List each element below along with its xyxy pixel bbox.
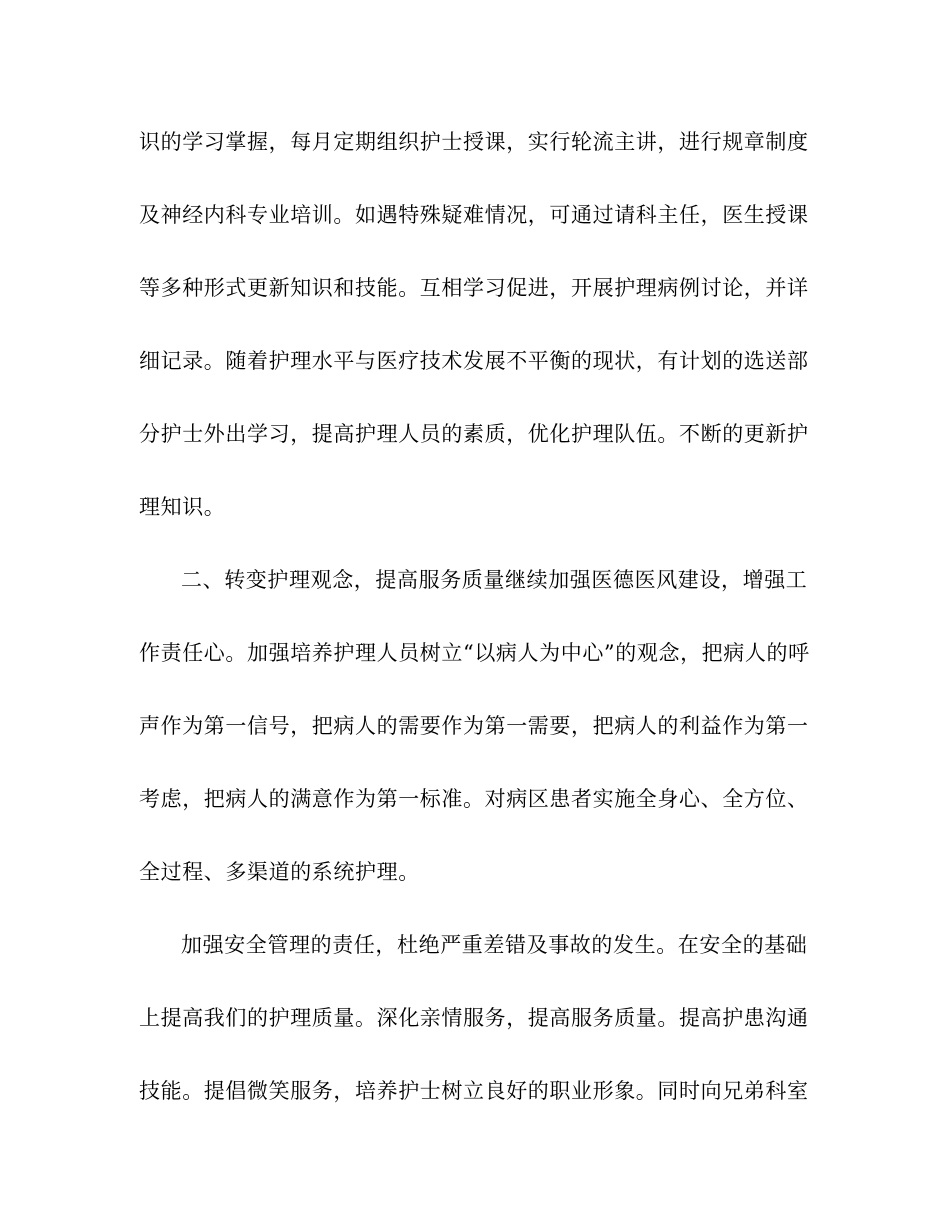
paragraph-1	[139, 118, 819, 532]
text-line: 技能。提倡微笑服务，培养护士树立良好的职业形象。同时向兄弟科室	[139, 1079, 809, 1103]
text-line: 分护士外出学习，提高护理人员的素质，优化护理队伍。不断的更新护	[139, 422, 809, 446]
text-line: 及神经内科专业培训。如遇特殊疑难情况，可通过请科主任，医生授课	[139, 203, 809, 227]
paragraph-3	[139, 921, 819, 1116]
text-line: 理知识。	[139, 495, 226, 519]
text-line: 细记录。随着护理水平与医疗技术发展不平衡的现状，有计划的选送部	[139, 349, 809, 373]
text-line: 加强安全管理的责任，杜绝严重差错及事故的发生。在安全的基础	[181, 933, 808, 957]
text-line: 识的学习掌握，每月定期组织护士授课，实行轮流主讲，进行规章制度	[139, 130, 809, 154]
text-line: 声作为第一信号，把病人的需要作为第一需要，把病人的利益作为第一	[139, 714, 809, 738]
text-line: 上提高我们的护理质量。深化亲情服务，提高服务质量。提高护患沟通	[139, 1006, 809, 1030]
text-line: 二、转变护理观念，提高服务质量继续加强医德医风建设，增强工	[181, 568, 808, 592]
paragraph-2	[139, 556, 819, 897]
document-body	[139, 118, 819, 1140]
text-line: 考虑，把病人的满意作为第一标准。对病区患者实施全身心、全方位、	[139, 787, 809, 811]
text-line: 等多种形式更新知识和技能。互相学习促进，开展护理病例讨论，并详	[139, 276, 809, 300]
text-line: 作责任心。加强培养护理人员树立“以病人为中心”的观念，把病人的呼	[139, 641, 810, 665]
text-line: 全过程、多渠道的系统护理。	[139, 860, 420, 884]
